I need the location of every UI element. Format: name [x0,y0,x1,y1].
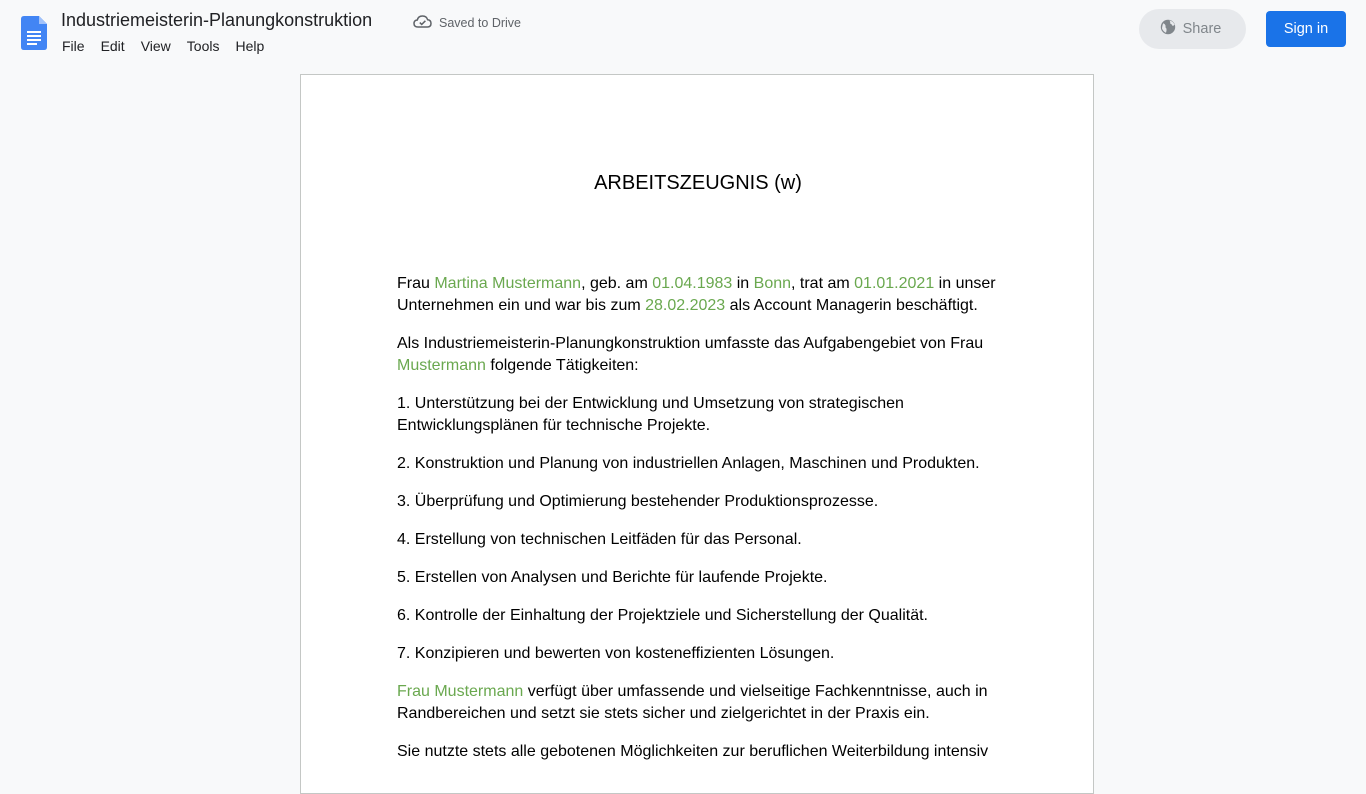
text-run: Frau [397,275,435,292]
menu-tools[interactable]: Tools [186,38,220,54]
skills-paragraph [397,681,1007,725]
task-item: 5. Erstellen von Analysen und Berichte für laufende Projekte. [397,569,828,586]
employee-name: Martina Mustermann [434,275,582,292]
task-item: 7. Konzipieren und bewerten von kosteneffizienten Lösungen. [397,645,835,662]
text-run: , trat am [791,275,855,292]
task-item: 4. Erstellung von technischen Leitfäden für das Personal. [397,531,802,548]
document-title[interactable]: Industriemeisterin-Planungkonstruktion [61,10,373,30]
text-run: verfügt über umfassende und vielseitige Fachkenntnisse, auch in Randbereichen und setzt sie stets sicher und zielgerichtet in der Praxis ein. [397,683,988,722]
training-paragraph: Sie nutzte stets alle gebotenen Möglichkeiten zur beruflichen Weiterbildung intensiv [397,743,989,760]
menu-view[interactable]: View [140,38,171,54]
task-item: 2. Konstruktion und Planung von industriellen Anlagen, Maschinen und Produkten. [397,455,980,472]
sign-in-button[interactable]: Sign in [1266,11,1346,47]
task-item: 1. Unterstützung bei der Entwicklung und Umsetzung von strategischen Entwicklungsplänen für technische Projekte. [397,395,904,434]
document-page[interactable] [300,74,1094,794]
top-bar [0,0,1366,64]
menu-help[interactable]: Help [235,38,265,54]
cloud-done-icon [413,14,432,31]
share-label: Share [1182,21,1222,37]
employee-surname: Mustermann [397,357,486,374]
document-heading: ARBEITSZEUGNIS (w) [594,172,802,194]
start-date: 01.01.2021 [854,275,935,292]
globe-icon [1160,19,1176,39]
docs-logo-icon[interactable] [21,16,47,50]
text-run: folgende Tätigkeiten: [485,357,639,374]
end-date: 28.02.2023 [645,297,726,314]
text-run: Als Industriemeisterin-Planungkonstruktion umfasste das Aufgabengebiet von Frau [397,335,984,352]
save-status-label: Saved to Drive [439,15,521,30]
intro-paragraph [397,273,1007,317]
birth-date: 01.04.1983 [652,275,733,292]
task-item: 6. Kontrolle der Einhaltung der Projektziele und Sicherstellung der Qualität. [397,607,928,624]
menu-file[interactable]: File [62,38,85,54]
birth-city: Bonn [753,275,792,292]
text-run: , geb. am [581,275,653,292]
share-button[interactable] [1139,9,1246,49]
document-body [397,273,1007,779]
menu-bar [62,37,280,55]
duties-intro-paragraph [397,333,1007,377]
menu-edit[interactable]: Edit [100,38,125,54]
employee-name: Frau Mustermann [397,683,524,700]
text-run: in [732,275,754,292]
text-run: als Account Managerin beschäftigt. [725,297,978,314]
task-item: 3. Überprüfung und Optimierung bestehender Produktionsprozesse. [397,493,879,510]
text-run: in unser Unternehmen ein und war bis zum [397,275,996,314]
save-status[interactable] [413,14,521,31]
